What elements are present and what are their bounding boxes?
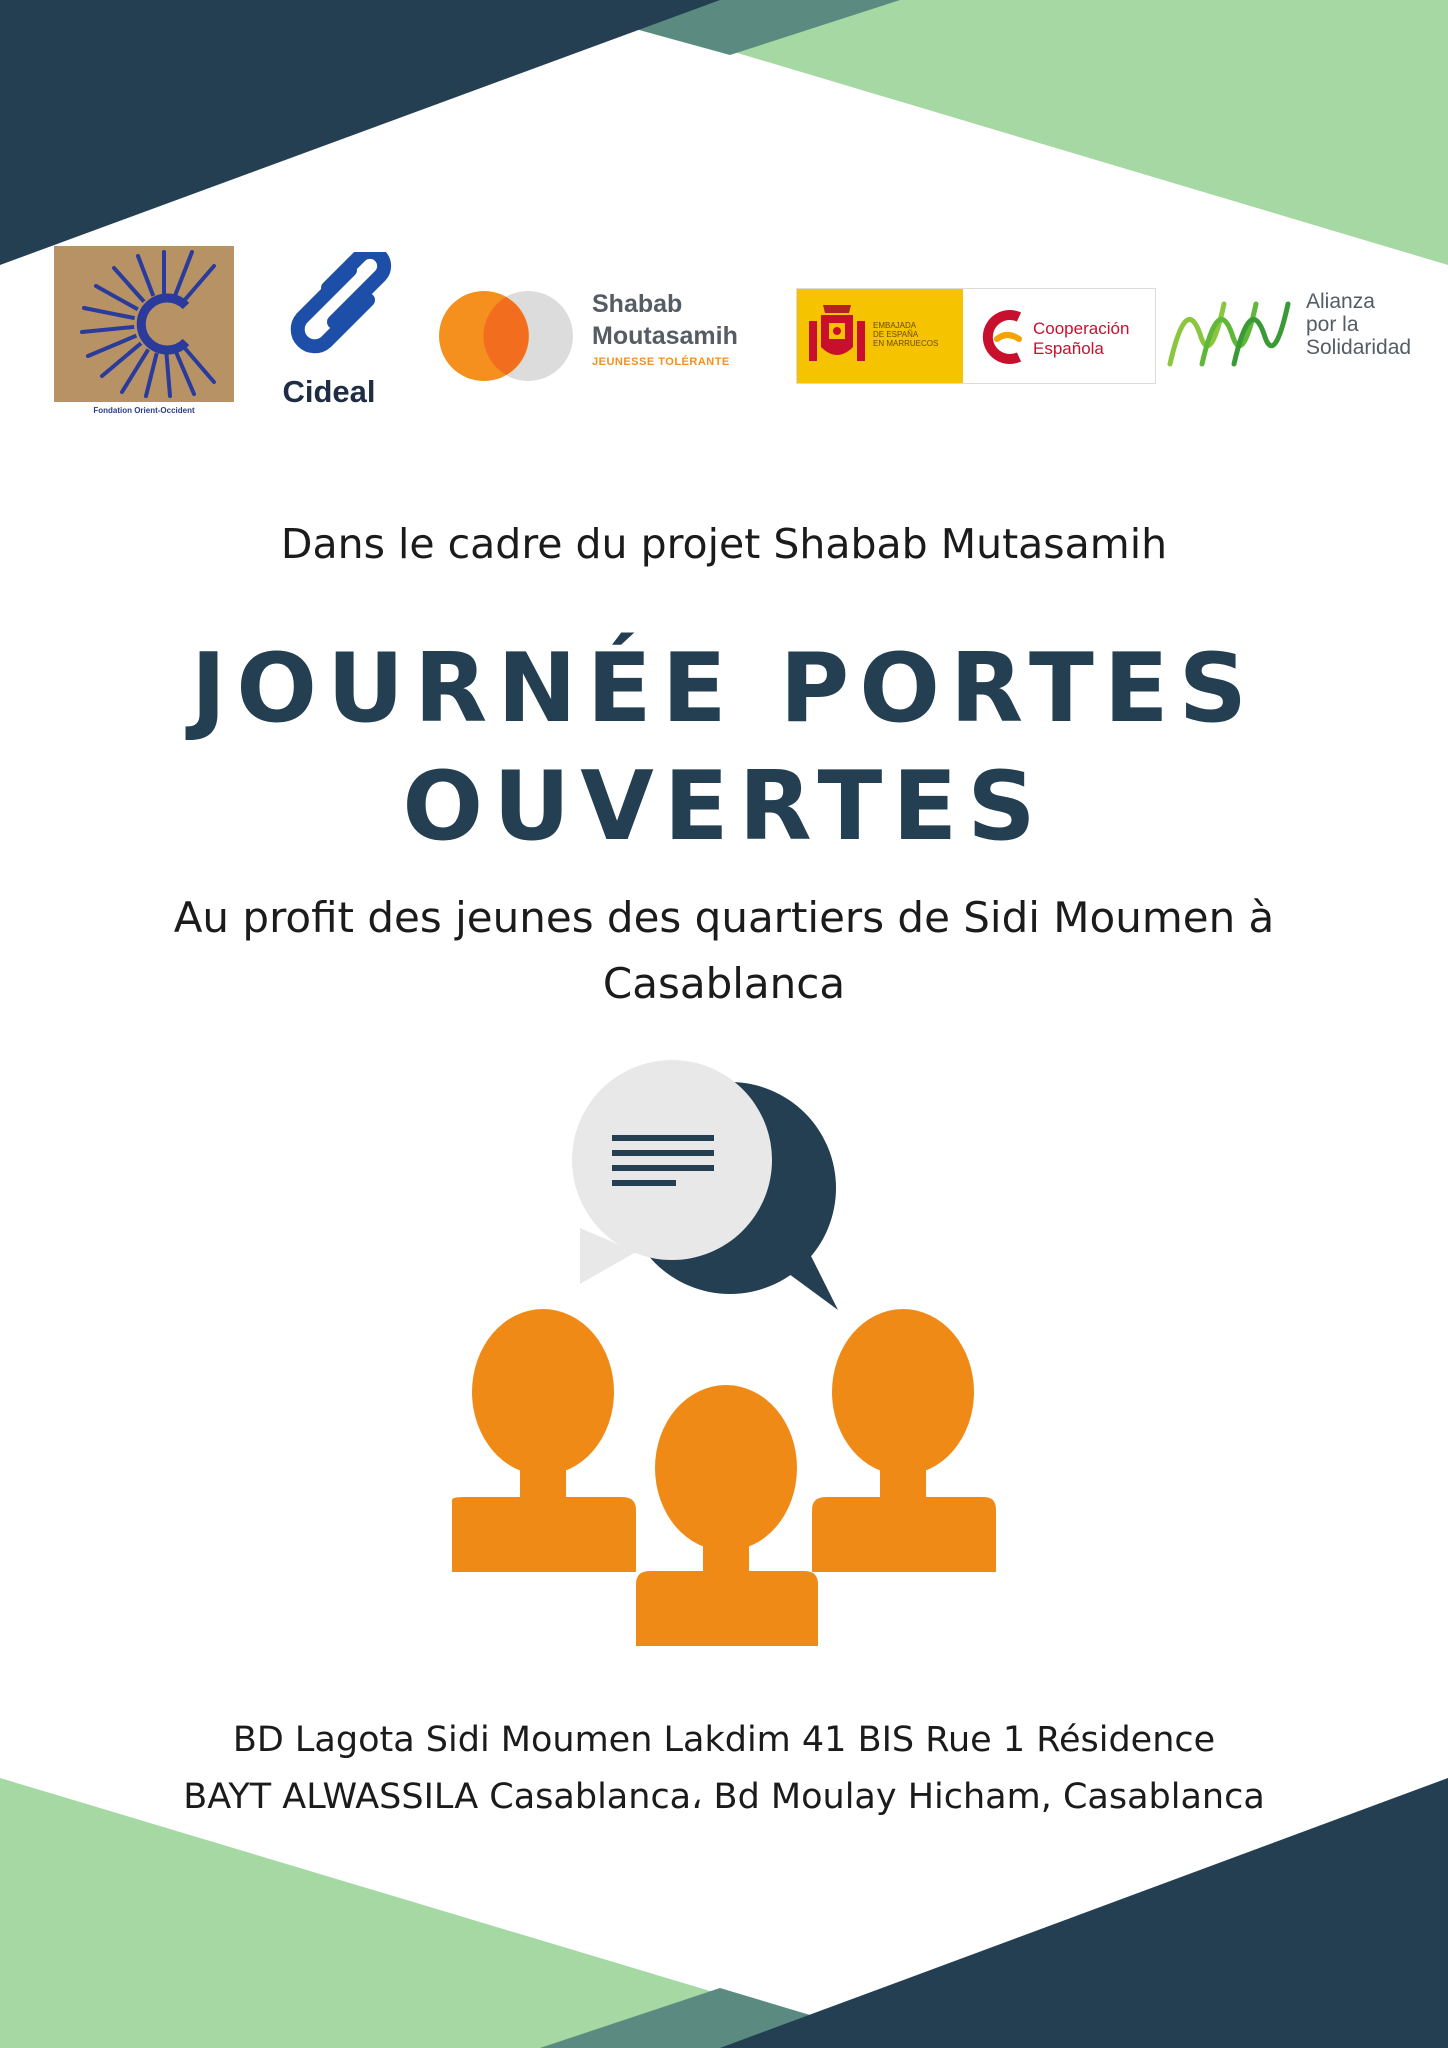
person-middle xyxy=(636,1385,818,1646)
person-right xyxy=(812,1309,996,1572)
green-waves-icon xyxy=(1166,294,1302,374)
alianza-text: Alianza por la Solidaridad xyxy=(1306,290,1412,359)
logo-cideal xyxy=(272,252,392,412)
shabab-tagline: JEUNESSE TOLÉRANTE xyxy=(592,356,730,368)
embassy-text: EMBAJADA DE ESPAÑA EN MARRUECOS xyxy=(873,321,939,348)
logo-shabab-moutasamih xyxy=(438,290,782,390)
coat-of-arms-icon xyxy=(805,297,869,377)
address-line-2: BAYT ALWASSILA Casablanca، Bd Moulay Hicham, Casablanca xyxy=(183,1777,1265,1817)
address-block xyxy=(0,1712,1448,1826)
subtitle-text: Au profit des jeunes des quartiers de Sidi Moumen à Casablanca xyxy=(173,893,1275,1008)
partner-logos xyxy=(0,240,1448,430)
address-line-1: BD Lagota Sidi Moumen Lakdim 41 BIS Rue 1 Résidence xyxy=(232,1720,1216,1760)
title-line-1: JOURNÉE PORTES xyxy=(190,634,1258,744)
overlapping-circles-icon xyxy=(438,286,578,386)
cooperacion-c-icon xyxy=(979,307,1029,367)
title-line-2: OUVERTES xyxy=(402,752,1046,862)
cideal-name: Cideal xyxy=(282,374,376,409)
logo-spanish-cooperation xyxy=(796,288,1156,384)
logo-alianza-solidaridad xyxy=(1166,290,1426,390)
logo-fondation-orient-occident xyxy=(54,246,234,414)
top-navy-triangle xyxy=(0,0,720,265)
shabab-line1: Shabab xyxy=(592,290,683,318)
intro-text: Dans le cadre du projet Shabab Mutasamih xyxy=(280,520,1168,568)
cooperacion-text: Cooperación Española xyxy=(1033,319,1130,358)
embassy-yellow-panel xyxy=(797,289,963,383)
person-left xyxy=(452,1309,636,1572)
sunburst-c-icon xyxy=(54,246,234,402)
page-title xyxy=(0,630,1448,866)
paperclip-icon xyxy=(272,252,392,372)
people-discussion-icon xyxy=(440,1060,1010,1660)
shabab-line2: Moutasamih xyxy=(592,322,738,350)
top-decoration xyxy=(0,0,1448,270)
fondation-caption: Fondation Orient-Occident xyxy=(93,406,195,415)
